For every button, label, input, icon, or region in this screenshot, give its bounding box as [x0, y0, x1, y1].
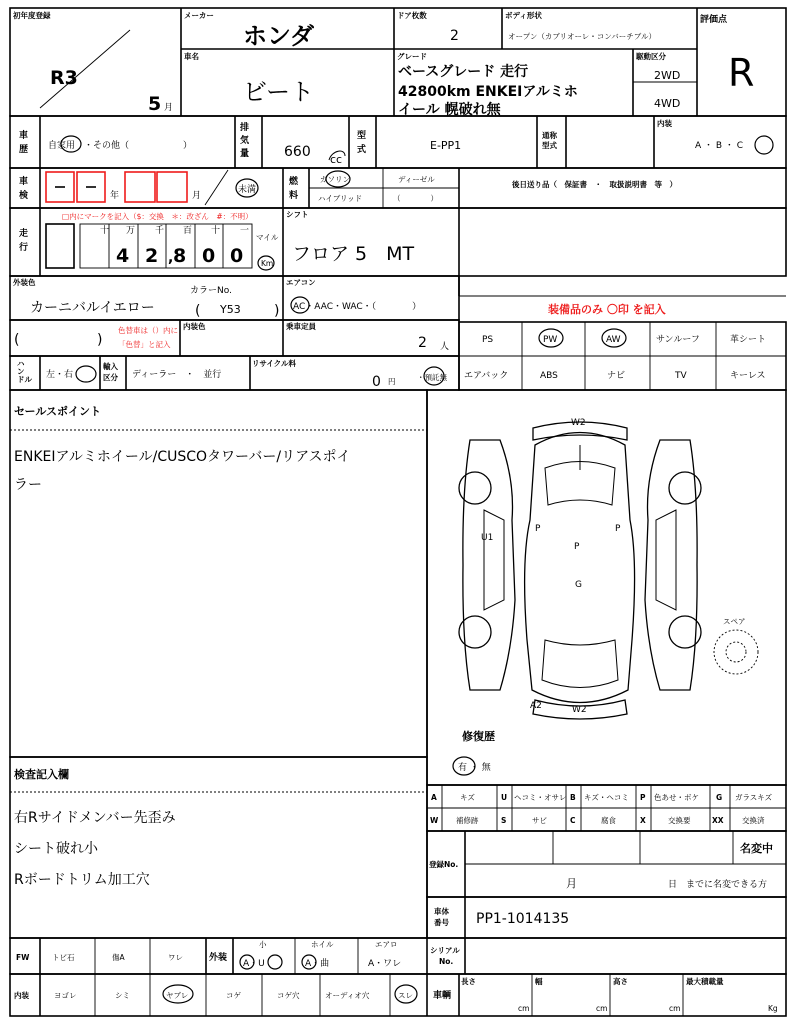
car-diagram [427, 390, 786, 785]
import-label: 輸入区分 [103, 362, 118, 382]
odometer-digits [80, 224, 252, 268]
equipment-title: 装備品のみ 〇印 を記入 [548, 303, 666, 316]
sales-line-2: ラー [14, 477, 42, 493]
diag-label-p1: P [535, 524, 541, 534]
grade-label: グレード [397, 52, 427, 61]
height-unit: cm [669, 1004, 681, 1013]
legend-desc-x: 交換要 [668, 816, 691, 825]
interior-item-tear: ヤブレ [166, 991, 189, 1000]
wheel-options: A・曲 [305, 959, 330, 969]
first-reg-label: 初年度登録 [13, 11, 51, 20]
drive-label: 駆動区分 [636, 52, 666, 61]
body-label: ボディ形状 [505, 11, 542, 20]
sales-line-1: ENKEIアルミホイール/CUSCOタワーバー/リアスポイ [14, 449, 351, 465]
legend-code-p: P [640, 793, 646, 802]
registration-month: 月 [566, 877, 577, 890]
check-label: 検査記入欄 [14, 768, 69, 781]
odo-label-4: 百 [183, 226, 193, 236]
repair-value: 有 ・ 無 [458, 763, 491, 773]
recycle-value: 0 [372, 374, 381, 390]
legend-desc-b: キズ・ヘコミ [584, 793, 629, 802]
small-label: 小 [259, 940, 267, 949]
sales-point-section [10, 390, 427, 757]
first-reg-year: R3 [50, 67, 78, 89]
fuel-other: （ ） [393, 194, 438, 203]
displacement-unit: cc [330, 153, 343, 166]
diag-label-a2: A2 [530, 701, 542, 711]
odo-digit-3: 2 [145, 245, 159, 267]
equip-keyless: キーレス [730, 371, 766, 381]
paint-note-2: 「色替」と記入 [118, 340, 171, 349]
fuel-gasoline: ガソリン [320, 175, 350, 184]
common-model-label: 通称型式 [542, 131, 557, 150]
equip-ps: PS [482, 335, 494, 345]
diag-label-g: G [575, 580, 582, 590]
check-line-1: 右Rサイドメンバー先歪み [14, 810, 176, 826]
displacement-value: 660 [284, 144, 311, 160]
legend-desc-u: ヘコミ・オサレ [514, 793, 567, 802]
equip-airbag: エアバック [464, 371, 509, 381]
color-no-label: カラーNo. [190, 286, 232, 296]
name-change-label: 名変中 [740, 842, 773, 855]
odo-label-3: 千 [155, 226, 165, 236]
car-name-label: 車名 [184, 52, 199, 61]
interior-item-audio-hole: オーディオ穴 [325, 991, 370, 1000]
equip-sunroof: サンルーフ [656, 335, 700, 345]
diag-label-w2-top: W2 [571, 418, 586, 428]
grade-line-2: 42800km ENKEIアルミホ [398, 84, 578, 100]
history-value: 自家用 ・その他（ ） [48, 141, 193, 151]
odo-digit-2: 4 [116, 245, 130, 267]
body-value: オープン（カブリオーレ・コンバーチブル） [508, 32, 656, 41]
exterior-label: 外装 [209, 953, 228, 963]
interior-color-label: 内装色 [183, 322, 206, 331]
legend-desc-xx: 交換済 [742, 816, 765, 825]
damage-legend [427, 785, 786, 831]
rating-value: R [728, 51, 755, 95]
odo-digit-6: 0 [230, 245, 244, 267]
height-label: 高さ [613, 977, 628, 986]
registration-label: 登録No. [429, 860, 459, 869]
mileage-instructions: □内にマークを記入（$：交換 ＊：改ざん #：不明） [62, 212, 253, 221]
mileage-row [10, 208, 786, 296]
model-label: 型式 [357, 131, 367, 155]
small-options: A・U [243, 959, 265, 969]
length-unit: cm [518, 1004, 530, 1013]
import-value: ディーラー ・ 並行 [132, 370, 222, 380]
ac-label: エアコン [286, 278, 316, 287]
capacity-unit: 人 [440, 342, 450, 352]
legend-desc-s: サビ [532, 816, 547, 825]
legend-code-a: A [431, 793, 437, 802]
recycle-label: リサイクル料 [252, 359, 296, 368]
inspection-none: 未満 [238, 185, 257, 195]
capacity-label: 乗車定員 [286, 322, 316, 331]
drive-4wd: 4WD [654, 97, 681, 110]
paint-note-1: 色替車は（）内に [118, 326, 178, 335]
interior-item-wear: スレ [398, 991, 413, 1000]
width-label: 幅 [535, 977, 543, 986]
legend-code-s: S [501, 816, 507, 825]
legend-code-c: C [570, 816, 576, 825]
handle-row [10, 356, 459, 390]
model-value: E-PP1 [430, 139, 462, 152]
exterior-color-label: 外装色 [13, 278, 36, 287]
inspection-year-unit: 年 [110, 191, 120, 201]
fw-item-chip: トビ石 [52, 953, 75, 962]
color-row [10, 276, 666, 356]
legend-desc-c: 腐食 [601, 816, 616, 825]
equip-leather: 革シート [730, 335, 767, 345]
legend-code-u: U [501, 793, 508, 802]
fw-label: FW [16, 953, 30, 962]
recycle-unit: 円 [388, 377, 396, 386]
spare-label: スペア [723, 617, 746, 626]
vin-section [427, 897, 786, 938]
check-line-2: シート破れ小 [14, 841, 98, 857]
car-name-value: ビート [243, 78, 315, 106]
odo-comma: , [168, 250, 174, 266]
inspection-month-unit: 月 [192, 191, 202, 201]
serial-label: シリアル No. [430, 946, 460, 966]
repair-label: 修復歴 [462, 730, 495, 743]
recycle-none: ・預託無 [417, 373, 447, 382]
dims-label: 車輌 [433, 991, 452, 1001]
ac-value: AC・AAC・WAC・（ ） [293, 302, 422, 312]
paint-paren-open: ( [14, 332, 20, 348]
doors-label: ドア枚数 [397, 11, 427, 20]
odo-digit-4: 8 [173, 245, 187, 267]
weight-label: 最大積載量 [686, 977, 724, 986]
maker-value: ホンダ [243, 22, 315, 50]
capacity-value: 2 [418, 335, 427, 351]
fuel-hybrid: ハイブリッド [318, 194, 363, 203]
interior-item-burn: コゲ [226, 991, 241, 1000]
registration-day-note: 日 までに名変できる方 [668, 880, 768, 890]
rating-label: 評価点 [700, 15, 728, 25]
paint-paren-close: ) [97, 332, 103, 348]
width-unit: cm [596, 1004, 608, 1013]
displacement-label: 排気量 [240, 123, 250, 159]
doors-value: 2 [450, 28, 459, 44]
legend-code-b: B [570, 793, 576, 802]
mileage-label: 走行 [19, 229, 29, 253]
equip-pw: PW [543, 335, 558, 345]
registration-section [427, 831, 786, 897]
month-unit: 月 [164, 103, 174, 113]
footer-interior-row [10, 974, 786, 1016]
legend-desc-a: キズ [460, 793, 475, 802]
mileage-unit-mile: マイル [256, 233, 279, 242]
legend-code-x: X [640, 816, 646, 825]
legend-desc-p: 色あせ・ボケ [654, 793, 699, 802]
interior-label: 内装 [657, 119, 672, 128]
grade-line-3: イール 幌破れ無 [398, 102, 501, 118]
legend-desc-w: 補修跡 [456, 816, 479, 825]
maker-label: メーカー [184, 11, 214, 20]
history-row [10, 116, 786, 168]
interior-options: A ・ B ・ C [695, 141, 744, 151]
inspection-label: 車検 [19, 177, 29, 201]
vin-label: 車体番号 [434, 907, 449, 927]
shift-value: フロア 5 MT [292, 243, 415, 265]
mileage-unit-km: Km [261, 259, 274, 268]
interior-item-stain: シミ [115, 991, 130, 1000]
drive-2wd: 2WD [654, 69, 681, 82]
aero-label: エアロ [375, 940, 398, 949]
diag-label-p3: P [574, 542, 580, 552]
equip-abs: ABS [540, 371, 558, 381]
legend-code-w: W [430, 816, 439, 825]
odo-label-1: 十 [100, 226, 110, 236]
interior-item-dirt: ヨゴレ [54, 991, 77, 1000]
legend-code-xx: XX [712, 816, 724, 825]
history-label: 車歴 [19, 131, 29, 155]
handle-label: ハンドル [17, 359, 32, 384]
odo-label-6: 一 [240, 226, 250, 236]
check-section [10, 757, 427, 938]
shift-label: シフト [286, 210, 309, 219]
fw-item-scratch: 傷A [112, 953, 125, 962]
legend-code-g: G [716, 793, 723, 802]
handle-value: 左・右 [46, 370, 74, 380]
odo-label-5: 十 [211, 226, 221, 236]
odo-label-2: 万 [126, 226, 136, 236]
color-no-open: ( [195, 303, 201, 319]
equip-tv: TV [675, 371, 687, 381]
header-section [10, 8, 786, 118]
diag-label-u1: U1 [481, 533, 494, 543]
interior-item-burn-hole: コゲ穴 [277, 991, 300, 1000]
fuel-diesel: ディーゼル [398, 175, 435, 184]
check-line-3: Rボードトリム加工穴 [14, 872, 150, 888]
equipment-grid [459, 322, 786, 390]
legend-desc-g: ガラスキズ [735, 793, 773, 802]
exterior-color-value: カーニバルイエロー [30, 300, 155, 316]
diag-label-w2-bottom: W2 [572, 705, 587, 715]
equip-aw: AW [606, 335, 621, 345]
docs-later: 後日送り品（ 保証書 ・ 取扱説明書 等 ） [512, 180, 677, 189]
weight-unit: Kg [768, 1004, 778, 1013]
interior-label-footer: 内装 [14, 991, 29, 1000]
aero-options: A・ワレ [368, 959, 402, 969]
diag-label-p2: P [615, 524, 621, 534]
fw-item-crack: ワレ [168, 953, 183, 962]
length-label: 長さ [461, 977, 476, 986]
fuel-label: 燃料 [289, 177, 299, 201]
color-no-value: Y53 [220, 303, 241, 316]
odo-digit-5: 0 [202, 245, 216, 267]
interior-color-row [10, 320, 459, 356]
equip-navi: ナビ [607, 371, 626, 381]
vin-value: PP1-1014135 [476, 911, 570, 927]
color-no-close: ) [274, 303, 280, 319]
sales-point-label: セールスポイント [14, 405, 102, 418]
grade-line-1: ベースグレード 走行 [398, 64, 529, 80]
first-reg-month: 5 [148, 93, 162, 115]
wheel-label: ホイル [311, 940, 334, 949]
